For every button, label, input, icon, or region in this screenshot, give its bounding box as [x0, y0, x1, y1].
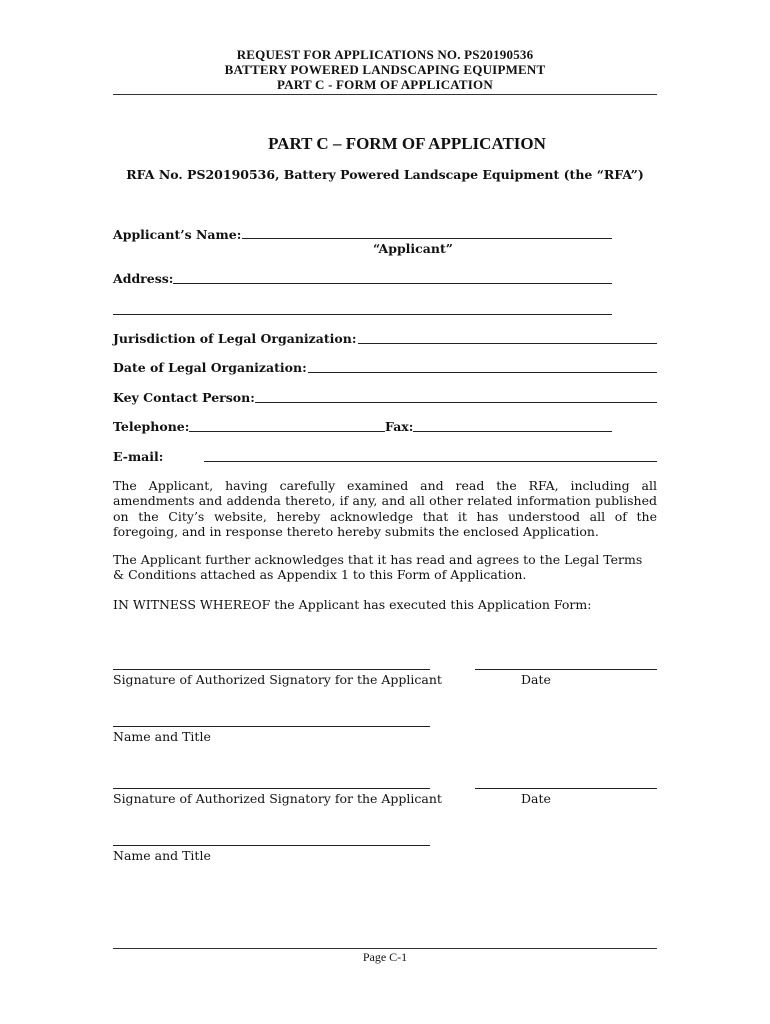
- date-line-2[interactable]: [475, 788, 657, 789]
- page-title: PART C – FORM OF APPLICATION: [268, 134, 546, 153]
- date-line-1[interactable]: [475, 669, 657, 670]
- header-rule: [113, 94, 657, 95]
- date-caption-2: Date: [521, 791, 551, 806]
- name-title-caption-1: Name and Title: [113, 729, 211, 744]
- signature-line-2[interactable]: [113, 788, 430, 789]
- telephone-field[interactable]: [189, 431, 385, 432]
- address-label: Address:: [113, 271, 174, 286]
- header-line-2: BATTERY POWERED LANDSCAPING EQUIPMENT: [224, 62, 546, 77]
- applicant-name-label: Applicant’s Name:: [113, 227, 242, 242]
- name-title-caption-2: Name and Title: [113, 848, 211, 863]
- date-caption-1: Date: [521, 672, 551, 687]
- email-field[interactable]: [204, 461, 657, 462]
- address-field-line-1[interactable]: [173, 283, 612, 284]
- signature-line-1[interactable]: [113, 669, 430, 670]
- legal-terms-paragraph: The Applicant further acknowledges that it has read and agrees to the Legal Terms & Conditions attached as Appendix 1 to this Form of Application.: [113, 552, 643, 583]
- fax-field[interactable]: [413, 431, 612, 432]
- acknowledgement-paragraph: The Applicant, having carefully examined and read the RFA, including all amendments and addenda thereto, if any, and all other related information published on the City’s website, hereby acknowledge that it has understood all of the foregoing, and in response thereto hereby submits the enclosed Application.: [113, 478, 657, 539]
- date-org-label: Date of Legal Organization:: [113, 360, 307, 375]
- witness-paragraph: IN WITNESS WHEREOF the Applicant has executed this Application Form:: [113, 597, 592, 612]
- jurisdiction-label: Jurisdiction of Legal Organization:: [113, 331, 357, 346]
- page-number: Page C-1: [362, 950, 408, 964]
- footer-rule: [113, 948, 657, 949]
- name-title-line-2[interactable]: [113, 845, 430, 846]
- applicant-name-field[interactable]: [242, 238, 612, 239]
- date-org-field[interactable]: [308, 372, 657, 373]
- applicant-caption: “Applicant”: [373, 241, 453, 256]
- signature-caption-2: Signature of Authorized Signatory for the Applicant: [113, 791, 442, 806]
- header-line-3: PART C - FORM OF APPLICATION: [277, 77, 493, 92]
- name-title-line-1[interactable]: [113, 726, 430, 727]
- fax-label: Fax:: [385, 419, 414, 434]
- key-contact-field[interactable]: [255, 402, 657, 403]
- header-line-1: REQUEST FOR APPLICATIONS NO. PS20190536: [236, 47, 534, 62]
- key-contact-label: Key Contact Person:: [113, 390, 255, 405]
- jurisdiction-field[interactable]: [358, 343, 657, 344]
- email-label: E-mail:: [113, 449, 164, 464]
- address-field-line-2[interactable]: [113, 314, 612, 315]
- signature-caption-1: Signature of Authorized Signatory for the Applicant: [113, 672, 442, 687]
- page-subtitle: RFA No. PS20190536, Battery Powered Landscape Equipment (the “RFA”): [126, 167, 644, 182]
- telephone-label: Telephone:: [113, 419, 190, 434]
